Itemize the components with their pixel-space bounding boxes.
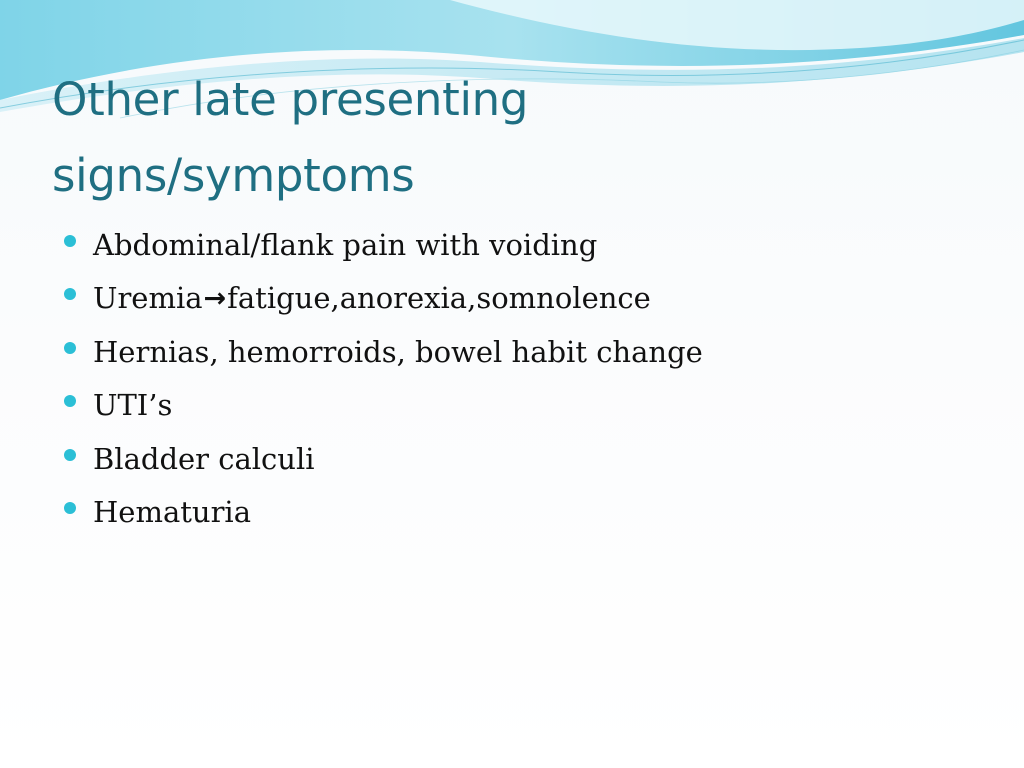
bullet-text-after-arrow: fatigue,anorexia,somnolence <box>227 281 651 316</box>
bullet-text: Hernias, hemorroids, bowel habit change <box>93 334 703 369</box>
bullet-text: Bladder calculi <box>93 441 315 476</box>
bullet-dot-icon <box>64 449 76 461</box>
bullet-item <box>64 379 703 433</box>
bullet-item <box>64 486 703 540</box>
bullet-text: UTI’s <box>93 388 173 423</box>
bullet-dot-icon <box>64 235 76 247</box>
slide-title <box>52 62 952 214</box>
slide-title-line-2: signs/symptoms <box>52 149 415 202</box>
bullet-dot-icon <box>64 395 76 407</box>
bullet-text: Abdominal/flank pain with voiding <box>93 227 598 262</box>
bullet-item <box>64 218 703 272</box>
slide-title-line-1: Other late presenting <box>52 73 529 126</box>
bullet-dot-icon <box>64 288 76 300</box>
bullet-item <box>64 432 703 486</box>
bullet-text: Hematuria <box>93 495 251 530</box>
bullet-item <box>64 325 703 379</box>
bullet-dot-icon <box>64 342 76 354</box>
bullet-text-before-arrow: Uremia <box>93 281 203 316</box>
right-arrow-icon: → <box>203 282 227 314</box>
bullet-item <box>64 272 703 326</box>
bullet-dot-icon <box>64 502 76 514</box>
bullet-list <box>64 218 703 539</box>
